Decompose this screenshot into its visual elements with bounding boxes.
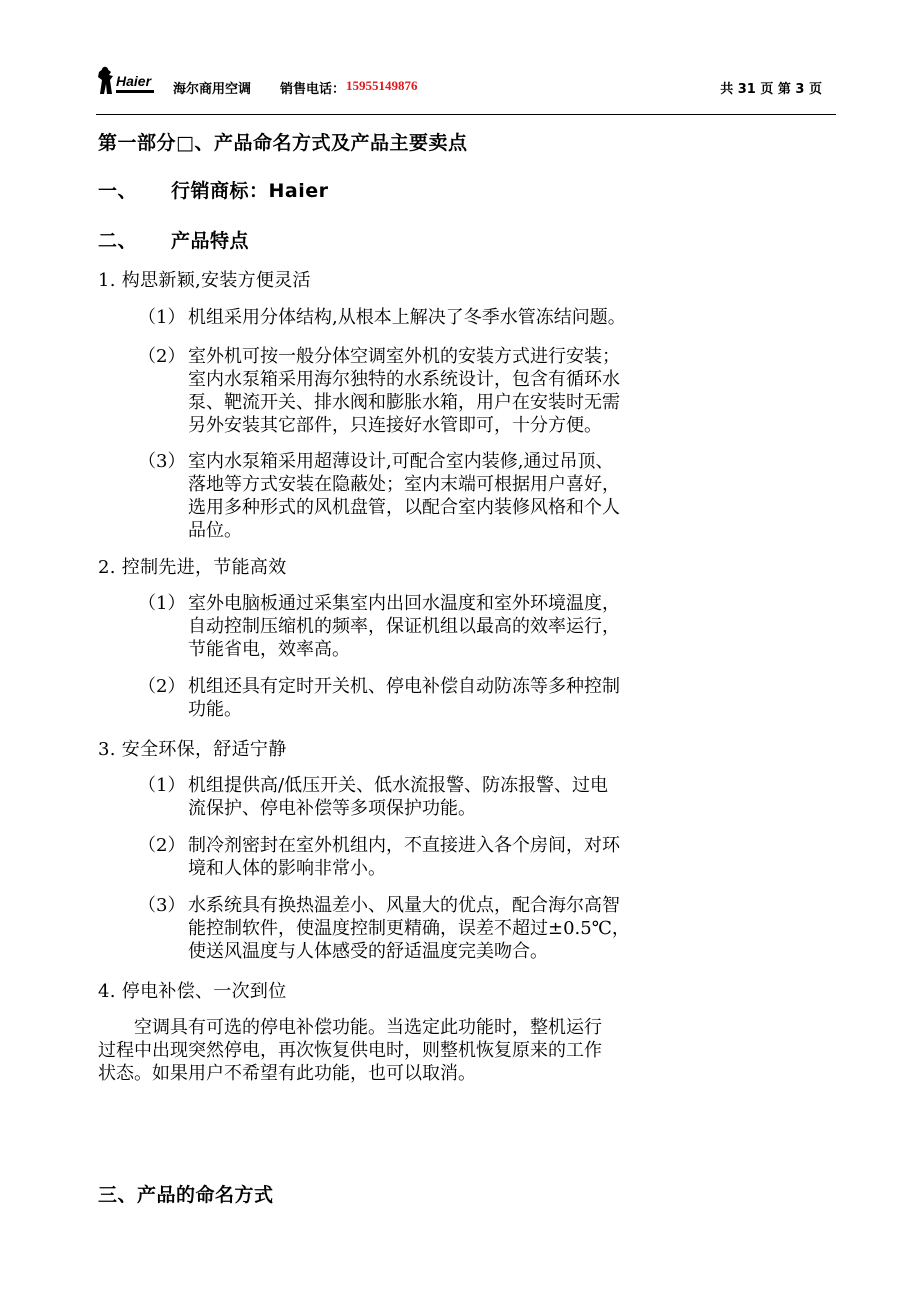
feature-2-item-1 (138, 592, 718, 661)
item-number: （2） (138, 676, 186, 697)
item-text: 机组提供高/低压开关、低水流报警、防冻报警、过电 流保护、停电补偿等多项保护功能。 (188, 775, 609, 819)
haier-logo-text: Haier (116, 73, 152, 89)
item-number: （1） (138, 593, 186, 614)
item-number: （2） (138, 835, 186, 856)
item-text: 室外机可按一般分体空调室外机的安装方式进行安装； 室内水泵箱采用海尔独特的水系统设计，包含有循环水 泵、靶流开关、排水阀和膨胀水箱，用户在安装时无需 另外安装其它部件，只连接好水管即可，十分方便。 (188, 346, 620, 436)
feature-4-paragraph: 空调具有可选的停电补偿功能。当选定此功能时，整机运行 过程中出现突然停电，再次恢复供电时，则整机恢复原来的工作 状态。如果用户不希望有此功能，也可以取消。 (98, 1017, 602, 1084)
feature-3-item-2 (138, 834, 718, 880)
section-1-number: 一、 (98, 180, 138, 202)
feature-3-item-1 (138, 774, 718, 820)
feature-3-title: 3. 安全环保，舒适宁静 (98, 739, 287, 760)
header-page-info: 共 31 页 第 3 页 (720, 82, 822, 97)
section-1-text: 行销商标：Haier (171, 180, 329, 202)
page-header (96, 64, 836, 114)
header-phone-label: 销售电话： (280, 82, 346, 97)
feature-1-item-1 (138, 306, 718, 329)
item-text: 室外电脑板通过采集室内出回水温度和室外环境温度， 自动控制压缩机的频率，保证机组以最高的效率运行， 节能省电，效率高。 (188, 593, 620, 660)
section-2-heading (98, 226, 249, 253)
section-2-text: 产品特点 (171, 230, 250, 252)
section-1-heading (98, 176, 329, 203)
header-phone: 15955149876 (346, 78, 418, 93)
section-2-number: 二、 (98, 230, 138, 252)
feature-1-title: 1. 构思新颖,安装方便灵活 (98, 270, 311, 291)
feature-3-item-3 (138, 894, 718, 963)
feature-1-item-2 (138, 345, 718, 437)
feature-4-title: 4. 停电补偿、一次到位 (98, 981, 287, 1002)
item-text: 机组采用分体结构,从根本上解决了冬季水管冻结问题。 (188, 307, 626, 328)
item-number: （3） (138, 895, 186, 916)
feature-1-item-3 (138, 450, 718, 542)
feature-2-title: 2. 控制先进，节能高效 (98, 557, 287, 578)
item-text: 水系统具有换热温差小、风量大的优点，配合海尔高智 能控制软件，使温度控制更精确，误差不超过±0.5℃， 使送风温度与人体感受的舒适温度完美吻合。 (188, 895, 630, 962)
item-text: 室内水泵箱采用超薄设计,可配合室内装修,通过吊顶、 落地等方式安装在隐蔽处；室内末端可根据用户喜好， 选用多种形式的风机盘管，以配合室内装修风格和个人 品位。 (188, 451, 620, 541)
item-text: 机组还具有定时开关机、停电补偿自动防冻等多种控制 功能。 (188, 676, 620, 720)
item-number: （1） (138, 307, 186, 328)
item-number: （2） (138, 346, 186, 367)
item-number: （3） (138, 451, 186, 472)
header-divider (96, 114, 836, 115)
item-text: 制冷剂密封在室外机组内，不直接进入各个房间，对环 境和人体的影响非常小。 (188, 835, 620, 879)
haier-logo (96, 66, 158, 100)
feature-2-item-2 (138, 675, 718, 721)
section-3-heading: 三、产品的命名方式 (98, 1184, 274, 1206)
part-title: 第一部分□、产品命名方式及产品主要卖点 (98, 132, 468, 154)
header-company: 海尔商用空调 (173, 82, 252, 97)
item-number: （1） (138, 775, 186, 796)
